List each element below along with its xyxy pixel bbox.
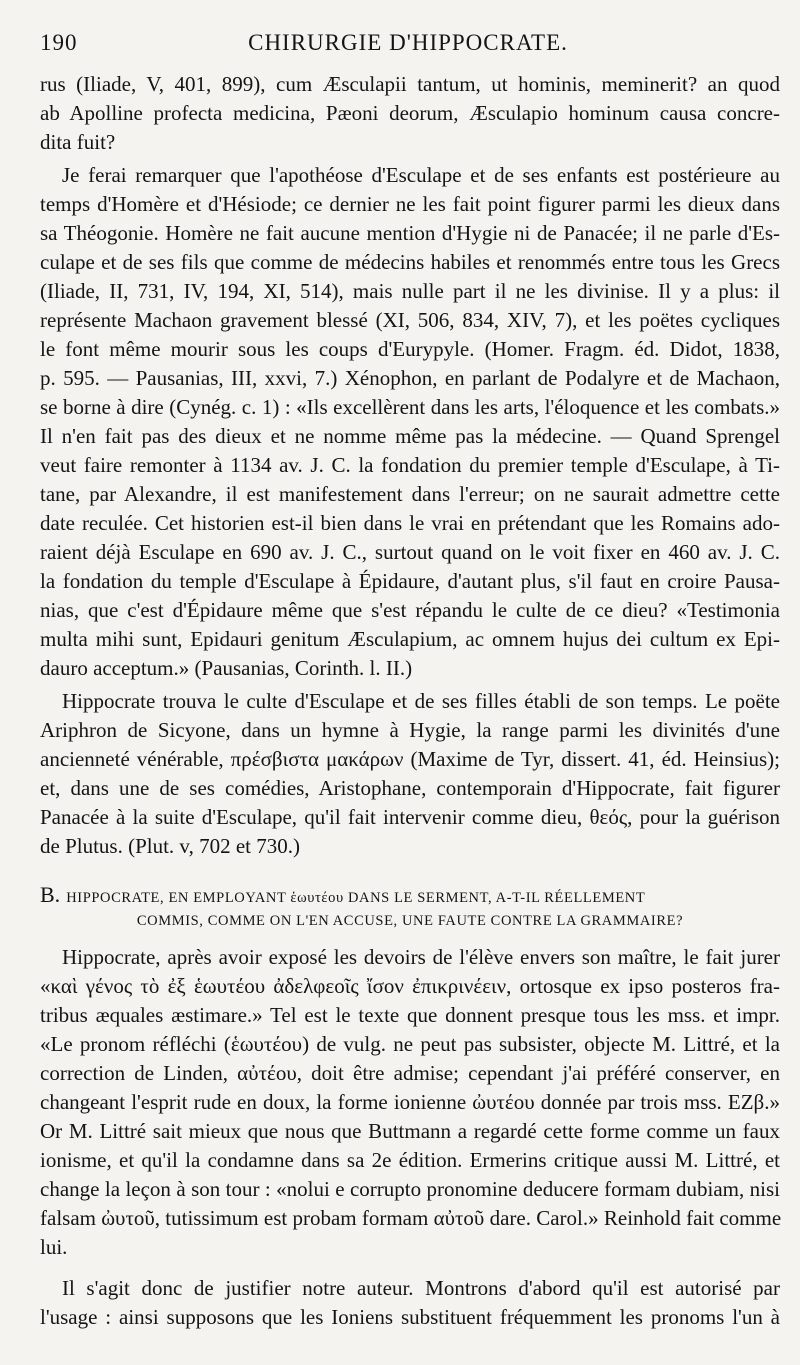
running-title: CHIRURGIE D'HIPPOCRATE.	[248, 30, 568, 55]
text-line: le font même mourir sous les coups d'Eurypyle. (Homer. Fragm. éd. Didot, 1838,	[40, 337, 780, 361]
text-line: Hippocrate, après avoir exposé les devoirs de l'élève envers son maître, le fait jurer	[62, 945, 780, 969]
section-heading-text-2: COMMIS, COMME ON L'EN ACCUSE, UNE FAUTE CONTRE LA GRAMMAIRE?	[136, 913, 684, 929]
text-line: Je ferai remarquer que l'apothéose d'Esculape et de ses enfants est postérieure au	[62, 163, 780, 187]
section-heading	[40, 883, 780, 933]
text-line: «Le pronom réfléchi (ἑωυτέου) de vulg. ne peut pas subsister, objecte M. Littré, et la	[40, 1032, 780, 1056]
text-line: temps d'Homère et d'Hésiode; ce dernier ne les fait point figurer parmi les dieux dans	[40, 192, 780, 216]
paragraph-5	[40, 1274, 780, 1332]
text-line: falsam ὠυτοῦ, tutissimum est probam formam αὐτοῦ dare. Carol.» Reinhold fait comme	[40, 1206, 782, 1230]
text-line: la fondation du temple d'Esculape à Épidaure, d'autant plus, s'il faut en croire Pausa-	[40, 569, 780, 593]
text-line: Il n'en fait pas des dieux et ne nomme même pas la médecine. — Quand Sprengel	[40, 424, 780, 448]
text-line: et, dans une de ses comédies, Aristophane, contemporain d'Hippocrate, fait figurer	[40, 776, 780, 800]
text-line: dita fuit?	[40, 130, 116, 154]
text-line: Ariphron de Sicyone, dans un hymne à Hygie, la range parmi les divinités d'une	[40, 718, 780, 742]
text-line: Panacée à la suite d'Esculape, qu'il fait intervenir comme dieu, θεός, pour la guérison	[40, 805, 780, 829]
text-line: se borne à dire (Cynég. c. 1) : «Ils excellèrent dans les arts, l'éloquence et les combats.»	[40, 395, 780, 419]
text-line: culape et de ses fils que comme de médecins habiles et renommés entre tous les Grecs	[40, 250, 780, 274]
paragraph-4	[40, 943, 780, 1262]
text-line: Hippocrate trouva le culte d'Esculape et de ses filles établi de son temps. Le poëte	[62, 689, 780, 713]
paragraph-3	[40, 687, 780, 861]
text-line: tribus æquales æstimare.» Tel est le texte que donnent presque tous les mss. et impr.	[40, 1003, 780, 1027]
text-line: lui.	[40, 1235, 68, 1259]
text-line: p. 595. — Pausanias, III, xxvi, 7.) Xénophon, en parlant de Podalyre et de Machaon,	[40, 366, 780, 390]
text-line: dauro acceptum.» (Pausanias, Corinth. l. II.)	[40, 656, 413, 680]
text-line: change la leçon à son tour : «nolui e corrupto pronomine deducere formam dubiam, nisi	[40, 1177, 780, 1201]
paragraph-1	[40, 70, 780, 157]
text-line: Or M. Littré sait mieux que nous que Buttmann a regardé cette forme comme un faux	[40, 1119, 780, 1143]
text-line: «καὶ γένος τὸ ἐξ ἑωυτέου ἀδελφεοῖς ἴσον ἐπικρινέειν, ortosque ex ipso posteros fra-	[40, 974, 780, 998]
text-line: ancienneté vénérable, πρέσβιστα μακάρων (Maxime de Tyr, dissert. 41, éd. Heinsius);	[40, 747, 780, 771]
text-line: date reculée. Cet historien est-il bien dans le vrai en prétendant que les Romains ado-	[40, 511, 780, 535]
text-line: Il s'agit donc de justifier notre auteur. Montrons d'abord qu'il est autorisé par	[62, 1276, 780, 1300]
text-line: sa Théogonie. Homère ne fait aucune mention d'Hygie ni de Panacée; il ne parle d'Es-	[40, 221, 780, 245]
running-head	[40, 30, 760, 66]
text-line: ionisme, et qu'il la condamne dans sa 2e édition. Ermerins critique aussi M. Littré, et	[40, 1148, 780, 1172]
text-line: multa mihi sunt, Epidauri genitum Æsculapium, ac omnem hujus dei cultum ex Epi-	[40, 627, 780, 651]
text-line: nias, que c'est d'Épidaure même que s'est répandu le culte de ce dieu? «Testimonia	[40, 598, 780, 622]
section-heading-line	[40, 883, 780, 910]
text-line: correction de Linden, αὐτέου, doit être admise; cependant j'ai préféré conserver, en	[40, 1061, 780, 1085]
text-line: changeant l'esprit rude en doux, la forme ionienne ὠυτέου donnée par trois mss. EZβ.»	[40, 1090, 780, 1114]
section-letter: B.	[40, 882, 61, 907]
text-line: tane, par Alexandre, il est manifestement dans l'erreur; on ne saurait admettre cette	[40, 482, 780, 506]
section-heading-text-1: HIPPOCRATE, EN EMPLOYANT ἑωυτέου DANS LE SERMENT, A-T-IL RÉELLEMENT	[66, 890, 646, 906]
text-line: l'usage : ainsi supposons que les Ioniens substituent fréquemment les pronoms l'un à	[40, 1305, 780, 1329]
text-line: (Iliade, II, 731, IV, 194, XI, 514), mais nulle part il ne les divinise. Il y a plus: il	[40, 279, 780, 303]
page-number: 190	[40, 30, 78, 55]
text-line: ab Apolline profecta medicina, Pæoni deorum, Æsculapio hominum causa concre-	[40, 101, 780, 125]
text-line: représente Machaon gravement blessé (XI, 506, 834, XIV, 7), et les poëtes cycliques	[40, 308, 780, 332]
paragraph-2	[40, 161, 780, 683]
text-line: rus (Iliade, V, 401, 899), cum Æsculapii tantum, ut hominis, meminerit? an quod	[40, 72, 780, 96]
body-text	[40, 70, 780, 1332]
text-line: raient déjà Esculape en 690 av. J. C., surtout quand on le voit fixer en 460 av. J. C.	[40, 540, 780, 564]
text-line: veut faire remonter à 1134 av. J. C. la fondation du premier temple d'Esculape, à Ti-	[40, 453, 780, 477]
text-line: de Plutus. (Plut. v, 702 et 730.)	[40, 834, 300, 858]
